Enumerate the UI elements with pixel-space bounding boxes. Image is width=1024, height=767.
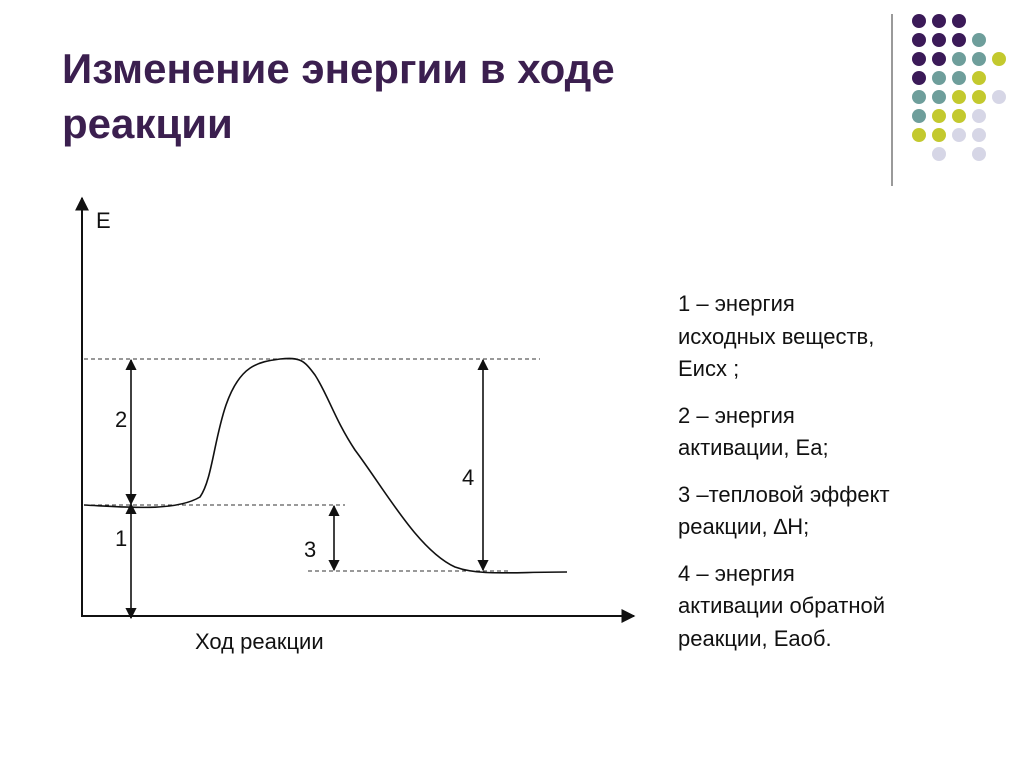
marker-label-4: 4 <box>462 465 475 490</box>
slide-title-line-2: реакции <box>62 99 233 147</box>
legend-line: 3 –тепловой эффект <box>678 481 890 507</box>
x-axis-label: Ход реакции <box>195 629 324 654</box>
legend-line: Еисх ; <box>678 356 740 381</box>
legend-line: реакции, ∆Н; <box>678 514 810 539</box>
marker-label-3: 3 <box>304 537 317 562</box>
marker-label-1: 1 <box>115 526 128 551</box>
legend-line: активации, Еа; <box>678 435 829 460</box>
legend-item-3 <box>678 479 998 544</box>
legend-line: реакции, Еаоб. <box>678 625 832 651</box>
legend-line: 2 – энергия <box>678 402 795 428</box>
y-axis-label: E <box>96 208 111 233</box>
energy-curve <box>84 358 567 572</box>
legend <box>678 288 998 669</box>
marker-label-2: 2 <box>115 407 128 432</box>
legend-item-2 <box>678 400 998 465</box>
legend-item-4 <box>678 558 998 656</box>
legend-line: активации обратной <box>678 593 886 618</box>
legend-line: 4 – энергия <box>678 560 795 586</box>
legend-line: исходных веществ, <box>678 323 875 349</box>
legend-line: 1 – энергия <box>678 291 795 316</box>
legend-item-1 <box>678 288 998 386</box>
slide-title-line-1: Изменение энергии в ходе <box>62 45 615 92</box>
